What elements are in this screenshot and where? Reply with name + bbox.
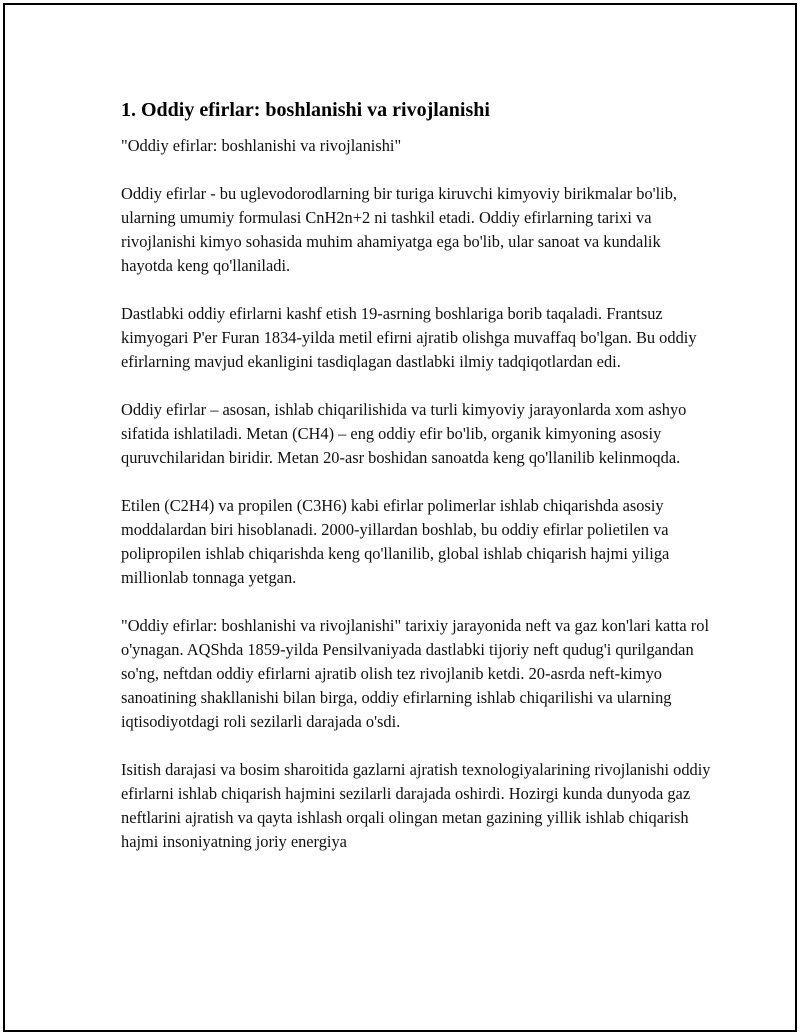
paragraph-gas-technology: Isitish darajasi va bosim sharoitida gazlarni ajratish texnologiyalarining rivojlanishi oddiy efirlarni ishlab chiqarish hajmini sezilarli darajada oshirdi. Hozirgi kunda dunyoda gaz neftlarini ajratish va qayta ishlash orqali olingan metan gazining yillik ishlab chiqarish hajmi insoniyatning joriy energiya	[121, 760, 711, 851]
page-frame	[3, 3, 797, 1032]
paragraph-polymers: Etilen (C2H4) va propilen (C3H6) kabi efirlar polimerlar ishlab chiqarishda asosiy moddalardan biri hisoblanadi. 2000-yillardan boshlab, bu oddiy efirlar polietilen va polipropilen ishlab chiqarishda keng qo'llanilib, global ishlab chiqarish hajmi yiliga millionlab tonnaga yetgan.	[121, 496, 670, 587]
section-subtitle: "Oddiy efirlar: boshlanishi va rivojlanishi"	[121, 136, 402, 155]
paragraph-history-oil: "Oddiy efirlar: boshlanishi va rivojlanishi" tarixiy jarayonida neft va gaz kon'lari katta rol o'ynagan. AQShda 1859-yilda Pensilvaniyada dastlabki tijoriy neft qudug'i qurilgandan so'ng, neftdan oddiy efirlarni ajratib olish tez rivojlanib ketdi. 20-asrda neft-kimyo sanoatining shakllanishi bilan birga, oddiy efirlarning ishlab chiqarilishi va ularning iqtisodiyotdagi roli sezilarli darajada o'sdi.	[121, 616, 710, 731]
paragraph-discovery: Dastlabki oddiy efirlarni kashf etish 19-asrning boshlariga borib taqaladi. Frantsuz kimyogari P'er Furan 1834-yilda metil efirni ajratib olishga muvaffaq bo'lgan. Bu oddiy efirlarning mavjud ekanligini tasdiqlagan dastlabki ilmiy tadqiqotlardan edi.	[121, 304, 697, 371]
section-heading: 1. Oddiy efirlar: boshlanishi va rivojlanishi	[121, 99, 490, 121]
paragraph-intro: Oddiy efirlar - bu uglevodorodlarning bir turiga kiruvchi kimyoviy birikmalar bo'lib, ularning umumiy formulasi CnH2n+2 ni tashkil etadi. Oddiy efirlarning tarixi va rivojlanishi kimyo sohasida muhim ahamiyatga ega bo'lib, ular sanoat va kundalik hayotda keng qo'llaniladi.	[121, 184, 678, 275]
paragraph-usage: Oddiy efirlar – asosan, ishlab chiqarilishida va turli kimyoviy jarayonlarda xom ashyo sifatida ishlatiladi. Metan (CH4) – eng oddiy efir bo'lib, organik kimyoning asosiy quruvchilaridan biridir. Metan 20-asr boshidan sanoatda keng qo'llanilib kelinmoqda.	[121, 400, 687, 467]
document-body	[121, 96, 711, 878]
